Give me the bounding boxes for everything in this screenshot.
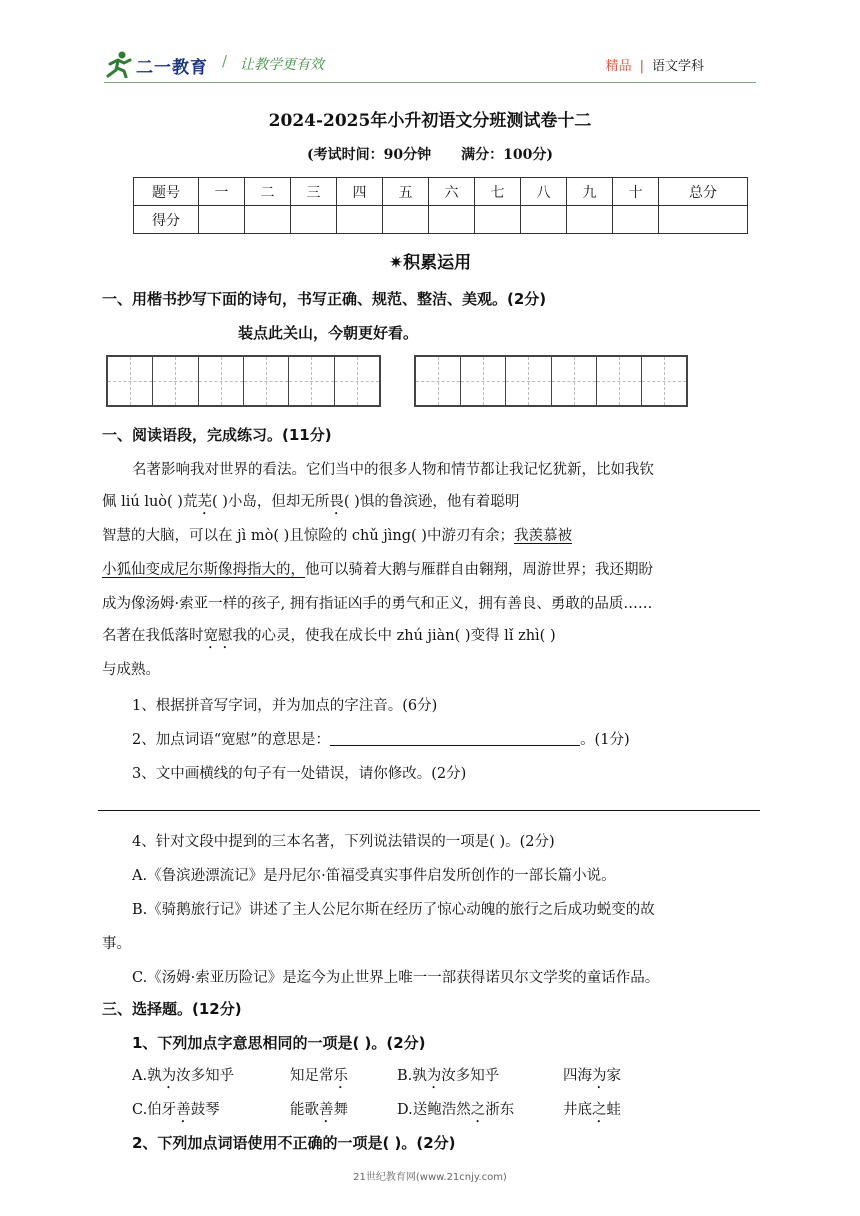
choice-a-2 [290,1064,348,1092]
choice-d-1[interactable] [397,1098,514,1126]
choice-text: 井底 [563,1102,592,1118]
sub-question-text: 2、加点词语“宽慰”的意思是： [132,732,331,748]
sub-question-text: 。(1分) [580,732,630,748]
passage-line-1: 名著影响我对世界的看法。它们当中的很多人物和情节都让我记忆犹新，比如我钦 [132,462,654,478]
score-cell[interactable] [567,206,613,234]
q2-sub-4: 4、针对文段中提到的三本名著，下列说法错误的一项是( )。(2分) [132,834,555,850]
writing-grid-left[interactable] [106,355,381,407]
choice-text: 鼓琴 [190,1102,220,1118]
score-cell[interactable] [429,206,475,234]
score-cell[interactable] [199,206,245,234]
choice-text: 蛙 [606,1102,621,1118]
header-divider [104,82,756,83]
choice-text: A.孰 [132,1068,162,1084]
q3-heading: 三、选择题。(12分) [102,1000,242,1018]
choice-b-1[interactable] [397,1064,499,1092]
score-header-cell: 总分 [659,178,748,206]
option-b-cont: 事。 [102,936,131,952]
underlined-sentence: 我羡慕被 [513,528,572,544]
dotted-word: 宽慰 [203,628,233,644]
dotted-char: 为 [592,1068,607,1084]
score-header-cell: 五 [383,178,429,206]
score-cell[interactable] [659,206,748,234]
score-cell[interactable] [613,206,659,234]
passage-line-4 [102,558,653,579]
score-header-cell: 题号 [134,178,199,206]
page-title: 2024-2025年小升初语文分班测试卷十二 [268,111,592,131]
score-table [133,177,748,234]
option-c[interactable]: C.《汤姆·索亚历险记》是迄今为止世界上唯一一部获得诺贝尔文学奖的童话作品。 [132,970,660,986]
choice-text: 四海 [563,1068,592,1084]
choice-b-2 [563,1064,621,1092]
passage-text: 名著在我低落时 [102,628,204,644]
q2-sub-2 [132,728,630,749]
passage-text: ( )惧的鲁滨逊，他有着聪明 [343,494,520,510]
choice-text: C.伯牙 [132,1102,177,1118]
q2-sub-1: 1、根据拼音写字词，并为加点的字注音。(6分) [132,698,438,714]
score-header-cell: 二 [245,178,291,206]
q2-sub-3: 3、文中画横线的句子有一处错误，请你修改。(2分) [132,766,467,782]
dotted-char: 芜 [197,494,212,510]
writing-grid-right[interactable] [414,355,688,407]
score-header-cell: 十 [613,178,659,206]
passage-text: 他可以骑着大鹅与雁群自由翱翔，周游世界；我还期盼 [305,562,653,578]
q1-heading: 一、用楷书抄写下面的诗句，书写正确、规范、整洁、美观。(2分) [102,290,547,308]
q3-sub-1: 1、下列加点字意思相同的一项是( )。(2分) [132,1034,426,1052]
dotted-char: 善 [319,1102,334,1118]
choice-text: B.孰 [397,1068,427,1084]
dotted-char: 善 [176,1102,191,1118]
header-slogan: 让教学更有效 [240,57,324,73]
q2-heading: 一、阅读语段，完成练习。(11分) [102,426,332,444]
choice-text: 汝多知乎 [441,1068,500,1084]
score-cell[interactable] [337,206,383,234]
dotted-char: 之 [592,1102,607,1118]
choice-text: 知足常 [290,1068,334,1084]
choice-text: D.送鲍浩然 [397,1102,471,1118]
score-table-score-row [134,206,748,234]
score-cell[interactable] [521,206,567,234]
passage-text: 佩 liú luò( )荒 [102,494,198,510]
choice-text: 舞 [333,1102,348,1118]
score-cell[interactable] [383,206,429,234]
score-header-cell: 八 [521,178,567,206]
score-header-cell: 六 [429,178,475,206]
choice-d-2 [563,1098,621,1126]
passage-line-7: 与成熟。 [102,662,160,678]
passage-text: 智慧的大脑，可以在 jì mò( )且惊险的 chǔ jìng( )中游刃有余； [102,528,514,544]
quality-tag: 精品 [605,59,632,74]
score-cell[interactable] [475,206,521,234]
choice-a-1[interactable] [132,1064,234,1092]
answer-blank[interactable] [330,745,580,746]
score-header-cell: 三 [291,178,337,206]
answer-line[interactable] [98,810,760,811]
score-header-cell: 一 [199,178,245,206]
passage-line-2 [102,490,519,518]
q1-poem: 装点此关山，今朝更好看。 [238,324,419,342]
choice-text: 汝多知乎 [176,1068,235,1084]
passage-line-6 [102,624,556,652]
score-row-label: 得分 [134,206,199,234]
section-title: ✷积累运用 [388,253,472,273]
score-header-cell: 四 [337,178,383,206]
dotted-char: 之 [470,1102,486,1118]
dotted-char: 畏 [329,494,344,510]
header-tags [606,55,704,74]
exam-time: (考试时间：90分钟 [307,147,432,163]
underlined-sentence: 小狐仙变成尼尔斯像拇指大的， [102,562,305,578]
runner-logo-icon [104,50,134,78]
choice-c-2 [290,1098,348,1126]
page-footer: 21世纪教育网(www.21cnjy.com) [353,1172,507,1183]
score-cell[interactable] [245,206,291,234]
choice-text: 能歌 [290,1102,319,1118]
exam-full-score: 满分：100分) [461,147,553,163]
score-header-cell: 七 [475,178,521,206]
header-separator: | [639,59,644,74]
brand-logo [104,50,214,78]
passage-text: ( )小岛，但却无所 [211,494,330,510]
dotted-char: 乐 [333,1068,348,1084]
choice-text: 家 [606,1068,621,1084]
score-header-cell: 九 [567,178,613,206]
score-cell[interactable] [291,206,337,234]
option-b[interactable]: B.《骑鹅旅行记》讲述了主人公尼尔斯在经历了惊心动魄的旅行之后成功蜕变的故 [132,902,655,918]
dotted-char: 为 [426,1068,442,1084]
exam-info [0,144,860,164]
passage-text: 我的心灵，使我在成长中 zhú jiàn( )变得 lǐ zhì( ) [232,628,556,644]
brand-name: 二一教育 [136,58,208,78]
header-slash: / [222,52,228,70]
option-a[interactable]: A.《鲁滨逊漂流记》是丹尼尔·笛福受真实事件启发所创作的一部长篇小说。 [132,868,616,884]
subject-tag: 语文学科 [651,59,704,74]
passage-line-5: 成为像汤姆·索亚一样的孩子, 拥有指证凶手的勇气和正义，拥有善良、勇敢的品质…… [102,596,653,612]
choice-text: 浙东 [485,1102,515,1118]
q3-sub-2: 2、下列加点词语使用不正确的一项是( )。(2分) [132,1134,456,1152]
choice-c-1[interactable] [132,1098,220,1126]
dotted-char: 为 [161,1068,177,1084]
passage-line-3 [102,524,572,545]
score-table-header-row [134,178,748,206]
